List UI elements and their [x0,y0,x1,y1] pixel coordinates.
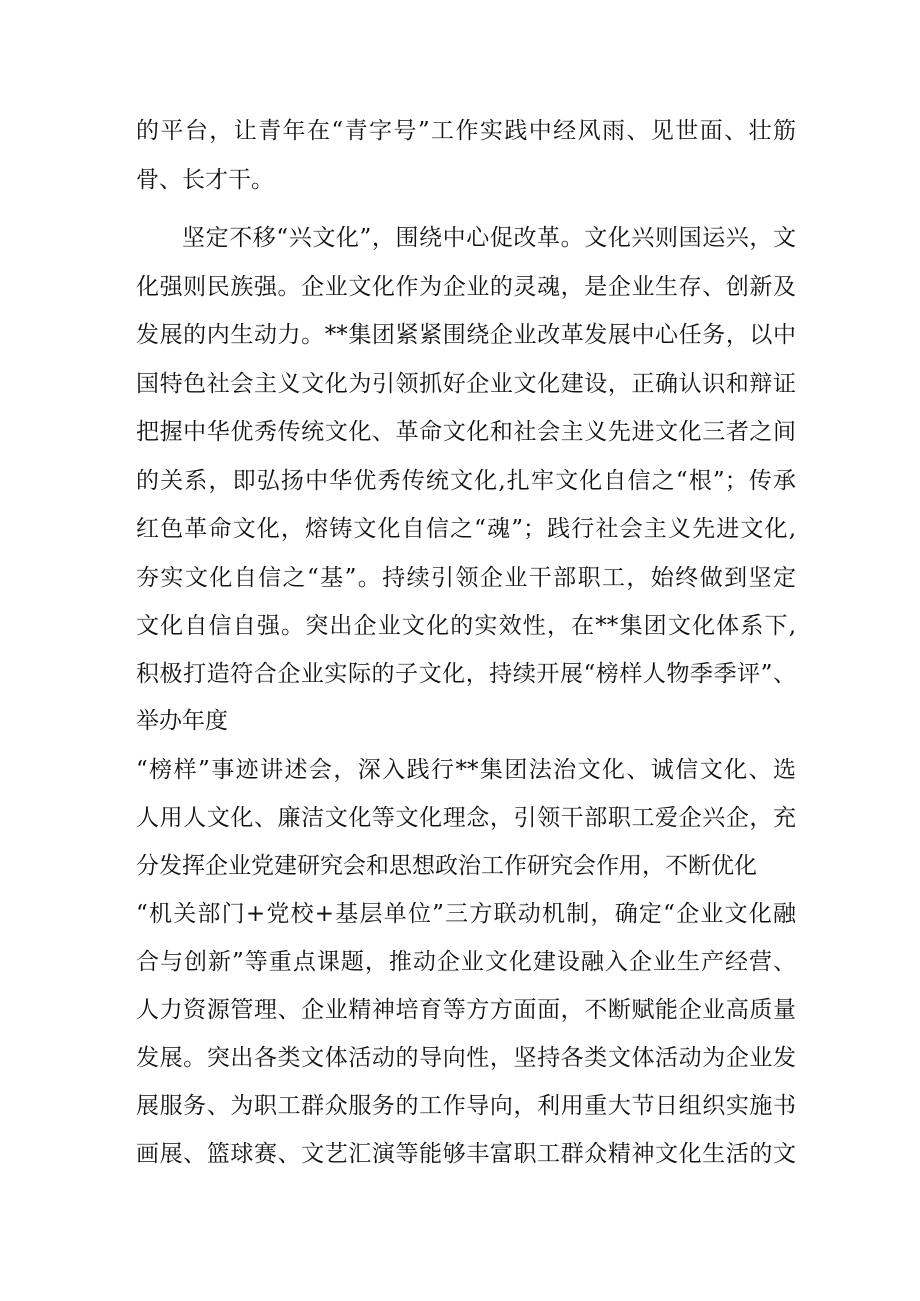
paragraph-line: “机关部门+党校+基层单位”三方联动机制，确定“企业文化融 [136,901,796,927]
paragraph-line: 红色革命文化，熔铸文化自信之“魂”；践行社会主义先进文化, [136,516,796,542]
paragraph-line: 分发挥企业党建研究会和思想政治工作研究会作用，不断优化 [136,853,757,879]
paragraph-line: 合与创新”等重点课题，推动企业文化建设融入企业生产经营、 [136,949,796,975]
paragraph-line: 人力资源管理、企业精神培育等方方面面，不断赋能企业高质量 [136,997,796,1023]
paragraph-line: 的平台，让青年在“青字号”工作实践中经风雨、见世面、壮筋 [136,118,796,144]
paragraph-line: 发展的内生动力。**集团紧紧围绕企业改革发展中心任务，以中 [136,322,796,348]
paragraph-line: 骨、长才干。 [136,167,274,193]
paragraph-line: 化强则民族强。企业文化作为企业的灵魂，是企业生存、创新及 [136,274,796,300]
paragraph-line: “榜样”事迹讲述会，深入践行**集团法治文化、诚信文化、选 [136,757,796,783]
paragraph-line: 的关系，即弘扬中华优秀传统文化,扎牢文化自信之“根”；传承 [136,468,796,494]
paragraph-line: 国特色社会主义文化为引领抓好企业文化建设，正确认识和辩证 [136,371,796,397]
paragraph-line: 人用人文化、廉洁文化等文化理念，引领干部职工爱企兴企，充 [136,805,796,831]
paragraph-line: 积极打造符合企业实际的子文化，持续开展“榜样人物季季评”、 [136,661,796,687]
paragraph-line: 画展、篮球赛、文艺汇演等能够丰富职工群众精神文化生活的文 [136,1141,796,1167]
paragraph-line: 坚定不移“兴文化”，围绕中心促改革。文化兴则国运兴，文 [182,225,796,251]
paragraph-line: 文化自信自强。突出企业文化的实效性，在**集团文化体系下, [136,613,796,639]
paragraph-line: 展服务、为职工群众服务的工作导向，利用重大节日组织实施书 [136,1093,796,1119]
paragraph-line: 夯实文化自信之“基”。持续引领企业干部职工，始终做到坚定 [136,565,796,591]
paragraph-line: 发展。突出各类文体活动的导向性，坚持各类文体活动为企业发 [136,1045,796,1071]
paragraph-line: 举办年度 [136,708,228,734]
paragraph-line: 把握中华优秀传统文化、革命文化和社会主义先进文化三者之间 [136,419,796,445]
